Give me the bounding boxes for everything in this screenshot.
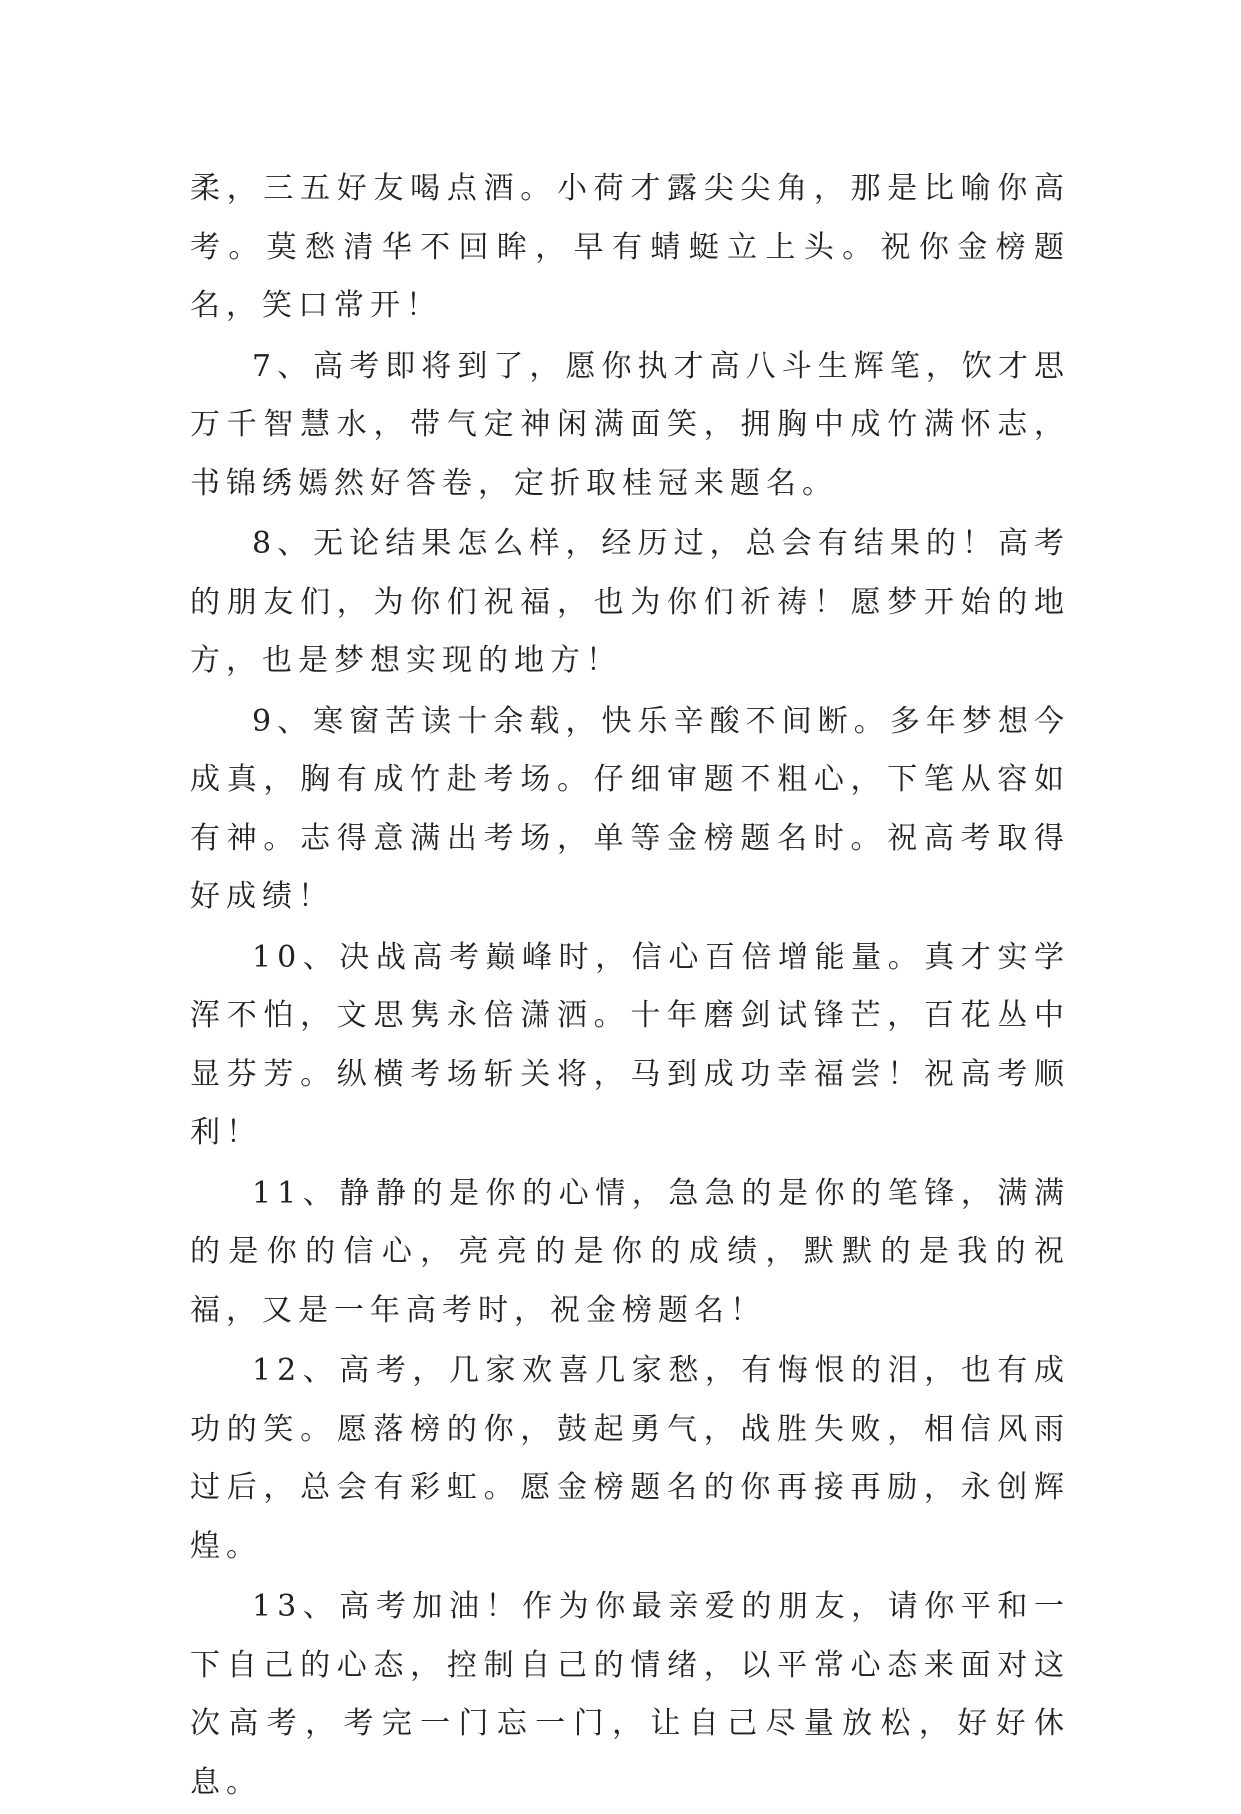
document-body <box>190 160 1070 1814</box>
paragraph-wish-10: 10、决战高考巅峰时，信心百倍增能量。真才实学浑不怕，文思隽永倍潇洒。十年磨剑试锋芒，百花丛中显芬芳。纵横考场斩关将，马到成功幸福尝！祝高考顺利！ <box>190 939 1070 1150</box>
paragraph-wish-8: 8、无论结果怎么样，经历过，总会有结果的！高考的朋友们，为你们祝福，也为你们祈祷！愿梦开始的地方，也是梦想实现的地方！ <box>190 526 1070 678</box>
paragraph-continuation: 柔，三五好友喝点酒。小荷才露尖尖角，那是比喻你高考。莫愁清华不回眸，早有蜻蜓立上头。祝你金榜题名，笑口常开！ <box>190 171 1070 323</box>
paragraph-wish-7: 7、高考即将到了，愿你执才高八斗生辉笔，饮才思万千智慧水，带气定神闲满面笑，拥胸中成竹满怀志，书锦绣嫣然好答卷，定折取桂冠来题名。 <box>190 348 1070 501</box>
paragraph-wish-12: 12、高考，几家欢喜几家愁，有悔恨的泪，也有成功的笑。愿落榜的你，鼓起勇气，战胜失败，相信风雨过后，总会有彩虹。愿金榜题名的你再接再励，永创辉煌。 <box>190 1353 1070 1564</box>
paragraph-wish-13: 13、高考加油！作为你最亲爱的朋友，请你平和一下自己的心态，控制自己的情绪，以平常心态来面对这次高考，考完一门忘一门，让自己尽量放松，好好休息。 <box>190 1589 1070 1800</box>
paragraph-wish-11: 11、静静的是你的心情，急急的是你的笔锋，满满的是你的信心，亮亮的是你的成绩，默默的是我的祝福，又是一年高考时，祝金榜题名！ <box>190 1175 1070 1328</box>
paragraph-wish-9: 9、寒窗苦读十余载，快乐辛酸不间断。多年梦想今成真，胸有成竹赴考场。仔细审题不粗心，下笔从容如有神。志得意满出考场，单等金榜题名时。祝高考取得好成绩！ <box>190 703 1070 914</box>
